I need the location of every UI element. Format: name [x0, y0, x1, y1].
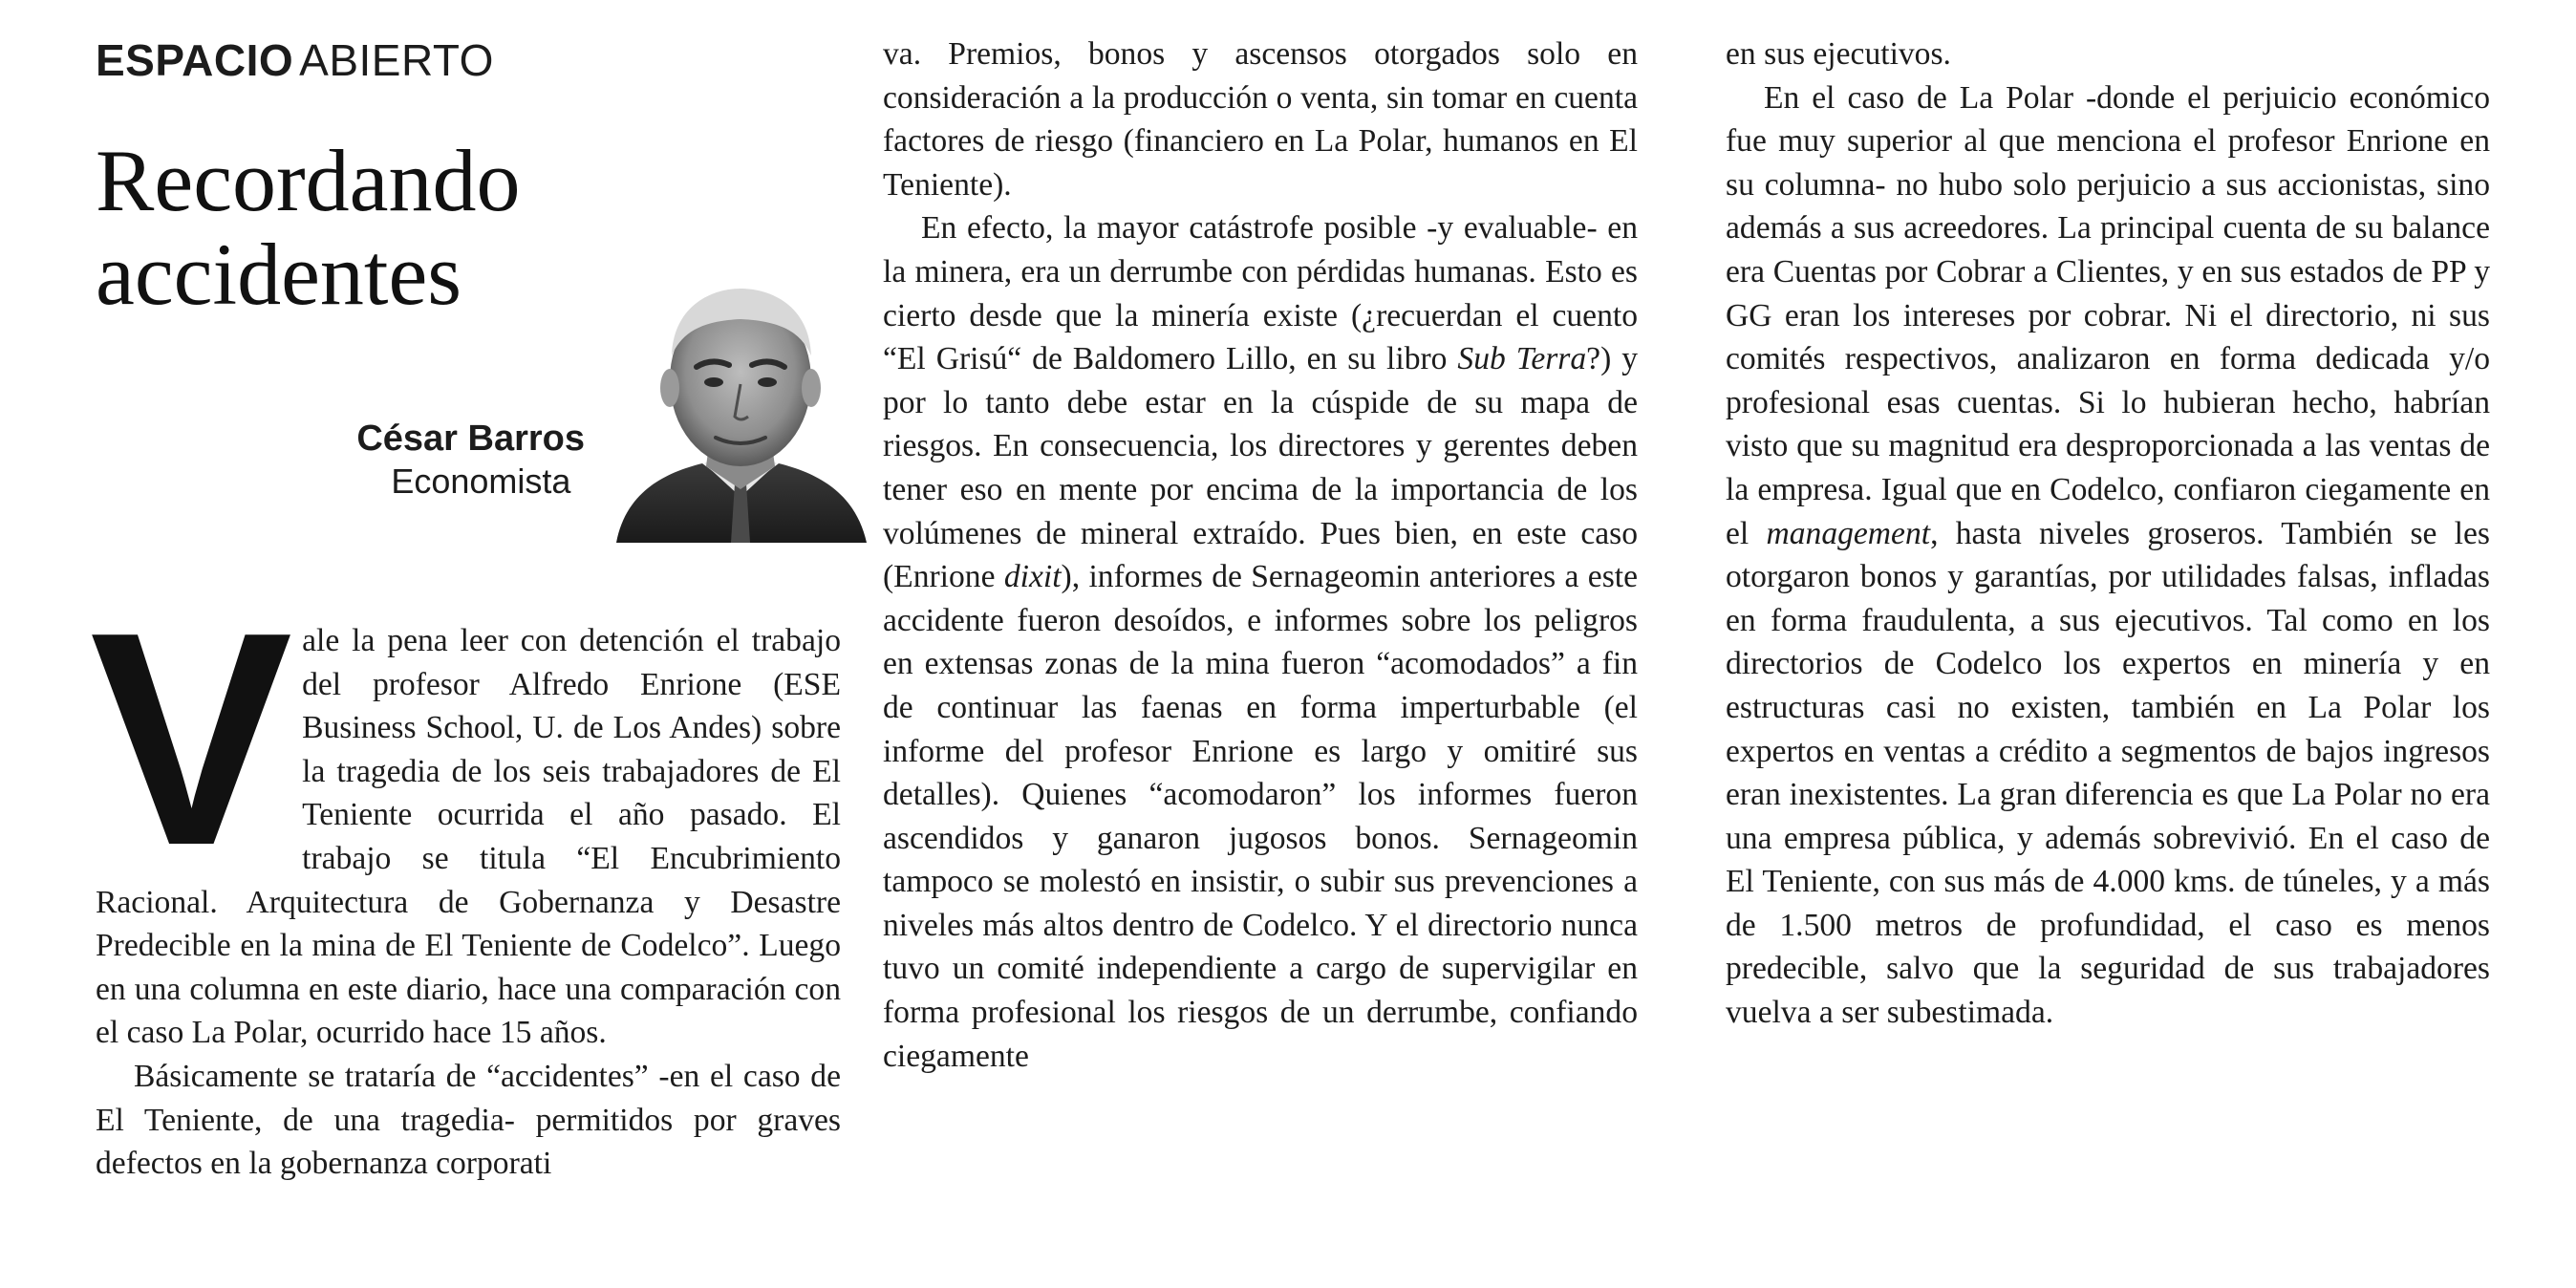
- article-body-col2: [883, 32, 1638, 1078]
- paragraph: [883, 206, 1638, 1078]
- section-label-light: ABIERTO: [299, 35, 494, 85]
- paragraph: en sus ejecutivos.: [1726, 36, 1951, 72]
- section-label: [96, 34, 494, 86]
- author-name: César Barros: [356, 419, 585, 459]
- article-body-col1: [90, 569, 841, 1186]
- section-label-bold: ESPACIO: [96, 35, 294, 85]
- italic-term: management: [1766, 515, 1931, 551]
- italic-term: dixit: [1003, 559, 1062, 595]
- headline: [96, 134, 521, 321]
- italic-title: Sub Terra: [1457, 341, 1587, 377]
- paragraph-text: ?) y por lo tanto debe estar en la cúspide de su mapa de riesgos. En consecuencia, los directores y gerentes deben tener eso en mente por encima de la importancia de los volúmenes de mineral extraído. Pues bien, en este caso (Enrione: [883, 341, 1638, 595]
- paragraph: [1726, 76, 2490, 1035]
- article-body-col3: [1726, 32, 2490, 1035]
- author-portrait: [597, 268, 884, 543]
- paragraph-text: En efecto, la mayor catástrofe posible -y evaluable- en la minera, era un derrumbe con pérdidas humanas. Esto es cierto desde que la minería existe (¿recuerdan el cuento “El Grisú“ de Baldomero Lillo, en su libro: [883, 210, 1638, 377]
- byline: [356, 417, 585, 503]
- headline-line-1: Recordando: [96, 132, 521, 229]
- paragraph-text: ale la pena leer con detención el trabajo del profesor Alfredo Enrione (ESE Business School, U. de Los Andes) sobre la tragedia de los seis trabajadores de El Teniente ocurrida el año pasado. El trabajo se titula “El Encubrimiento Racional. Arquitectura de Gobernanza y Desastre Predecible en la mina de El Teniente de Codelco”. Luego en una columna en este diario, hace una comparación con el caso La Polar, ocurrido hace 15 años.: [96, 623, 841, 1051]
- paragraph-text: En el caso de La Polar -donde el perjuicio económico fue muy superior al que menciona el profesor Enrione en su columna- no hubo solo perjuicio a sus accionistas, sino además a sus acreedores. La principal cuenta de su balance era Cuentas por Cobrar a Clientes, y en sus estados de PP y GG eran los intereses por cobrar. Ni el directorio, ni sus comités respectivos, analizaron en forma dedicada y/o profesional esas cuentas. Si lo hubieran hecho, habrían visto que su magnitud era desproporcionada a las ventas de la empresa. Igual que en Codelco, confiaron ciegamente en el: [1726, 79, 2490, 551]
- paragraph: [90, 569, 841, 1055]
- paragraph-text: , hasta niveles groseros. También se les otorgaron bonos y garantías, por utilidades falsas, infladas en forma fraudulenta, a sus ejecutivos. Tal como en los directorios de Codelco los expertos en minería y en estructuras casi no existen, también en La Polar los expertos en ventas a crédito a segmentos de bajos ingresos eran inexistentes. La gran diferencia es que La Polar no era una empresa pública, y además sobrevivió. En el caso de El Teniente, con sus más de 4.000 kms. de túneles, y a más de 1.500 metros de profundidad, el caso es menos predecible, salvo que la seguridad de sus trabajadores vuelva a ser subestimada.: [1726, 515, 2490, 1031]
- headline-line-2: accidentes: [96, 225, 462, 323]
- drop-cap: V: [90, 569, 293, 909]
- author-role: Economista: [391, 462, 571, 501]
- paragraph-text: ), informes de Sernageomin anteriores a este accidente fueron desoídos, e informes sobre los peligros en extensas zonas de la mina fueron “acomodados” a fin de continuar las faenas en forma imperturbable (el informe del profesor Enrione es largo y omitiré sus detalles). Quienes “acomodaron” los informes fueron ascendidos y ganaron jugosos bonos. Sernageomin tampoco se molestó en insistir, o subir sus prevenciones a niveles más altos dentro de Codelco. Y el directorio nunca tuvo un comité independiente a cargo de supervigilar en forma profesional los riesgos de un derrumbe, confiando ciegamente: [883, 559, 1638, 1074]
- paragraph: va. Premios, bonos y ascensos otorgados solo en consideración a la producción o venta, sin tomar en cuenta factores de riesgo (financiero en La Polar, humanos en El Teniente).: [883, 36, 1638, 203]
- paragraph: Básicamente se trataría de “accidentes” -en el caso de El Teniente, de una tragedia- permitidos por graves defectos en la gobernanza corporati: [96, 1058, 841, 1182]
